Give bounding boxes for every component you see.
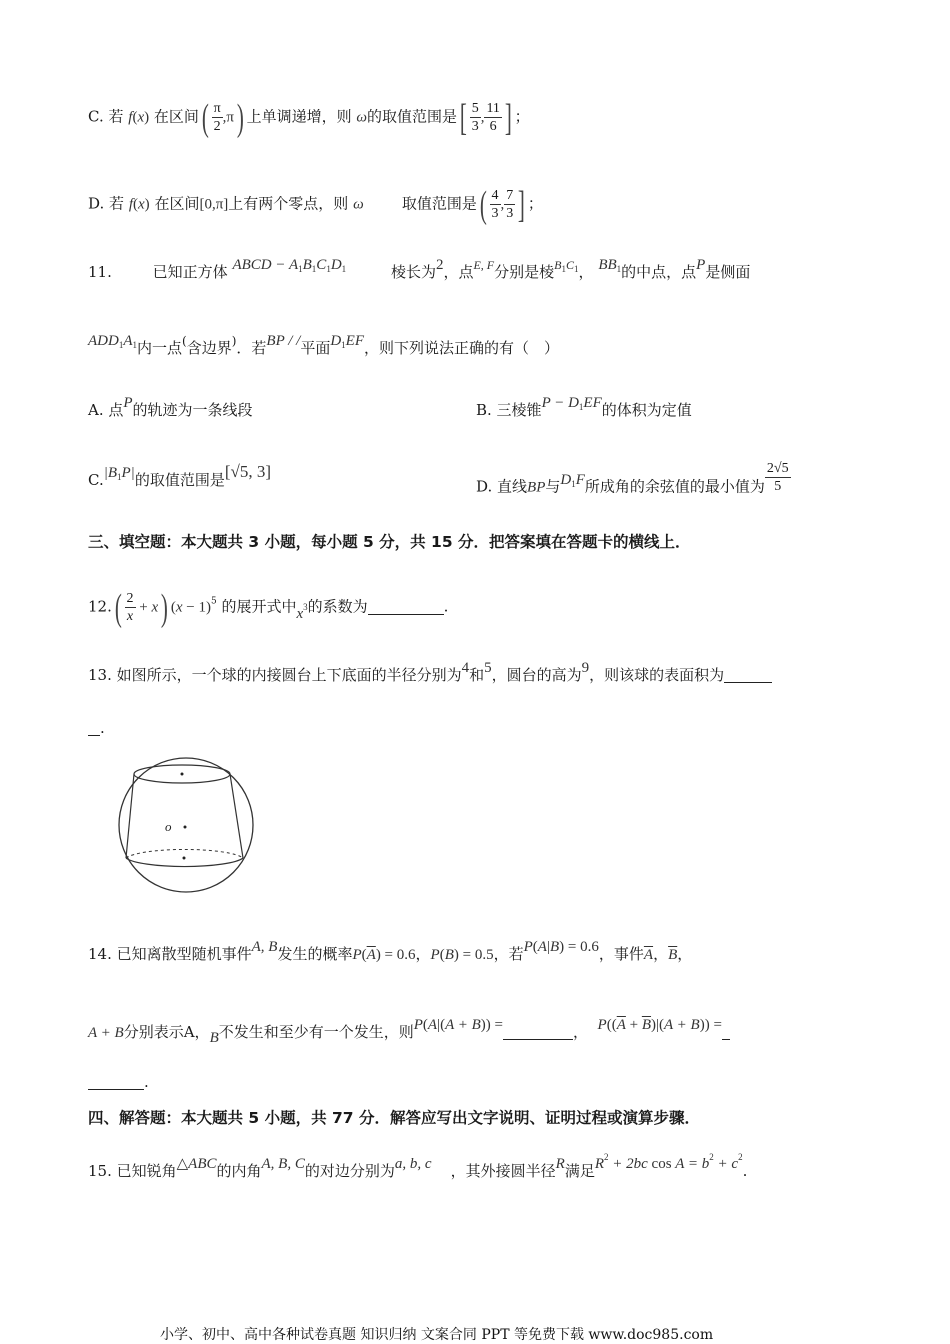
sphere-frustum-figure	[112, 756, 260, 894]
q14-line1: 14. 已知离散型随机事件A, B发生的概率$P(\overline{A}) = 0.6$，P(B) = 0.5，若P(A|B) = 0.6，事件$\overline{A}$，$\overline{B}$，	[88, 939, 693, 963]
center-label: o	[165, 819, 172, 834]
q13-line1: 13. 如图所示，一个球的内接圆台上下底面的半径分别为4和5，圆台的高为9，则该球的表面积为	[88, 665, 772, 686]
option-c: C. 若 f(x) 在区间( $\frac{\pi}{2}$ ,π) 上单调递增，则 ω的取值范围是[ $\frac{5}{3}$ , $\frac{11}{6}$ ] ；	[88, 96, 530, 139]
q11-option-c: $C.|B_1P|$的取值范围是[√5, 3]	[88, 462, 271, 489]
q11-line1: 11. 已知正方体 ABCD − $A_1B_1C_1D_1$ 棱长为2，点$^{E, F}$分别是棱$^{B_1C_1}$， $BB_1$的中点，点P是侧面	[88, 257, 751, 281]
q13-line2: .	[88, 718, 105, 738]
q14-line3: .	[88, 1072, 149, 1092]
q11-line2: $ADD_1A_1$内一点(含边界)．若BP / /平面$D_1EF$，则下列说法正确的有（ ）	[88, 333, 560, 357]
option-d: D. 若 f(x) 在区间[0,π]上有两个零点，则 ω 取值范围是( $\frac{4}{3}$ , $\frac{7}{3}$ ] ；	[88, 183, 543, 226]
q11-option-a: A. 点P的轨迹为一条线段	[88, 395, 253, 419]
q14-line2: A + B分别表示A，B不发生和至少有一个发生，则P(A|(A + B)) = ， $P((\overline{A} + \overline{B})|(A + B))$ =	[88, 1022, 730, 1043]
section-4-heading: 四、解答题：本大题共 5 小题，共 77 分．解答应写出文字说明、证明过程或演算步骤．	[88, 1109, 700, 1127]
q11-option-d: D. 直线BP与$D_1F$所成角的余弦值的最小值为 $\frac{2√5}{5}$	[476, 461, 789, 496]
q12: 12.( $\frac{2}{x}$ + x) $(x - 1)^5$ 的展开式中$x^3$的系数为 .	[88, 586, 449, 629]
section-3-heading: 三、填空题：本大题共 3 小题，每小题 5 分，共 15 分．把答案填在答题卡的横线上．	[88, 533, 691, 551]
q11-option-b: B. 三棱锥$P - D_1EF$的体积为定值	[476, 395, 692, 419]
q15: 15. 已知锐角△ABC的内角A, B, C的对边分别为a, b, c ，其外接圆半径R满足$R^2 + 2bc$ $\cos A = b^2 + c^2$.	[88, 1152, 748, 1180]
page-footer: 小学、初中、高中各种试卷真题 知识归纳 文案合同 PPT 等免费下载 www.doc985.com	[160, 1327, 714, 1343]
